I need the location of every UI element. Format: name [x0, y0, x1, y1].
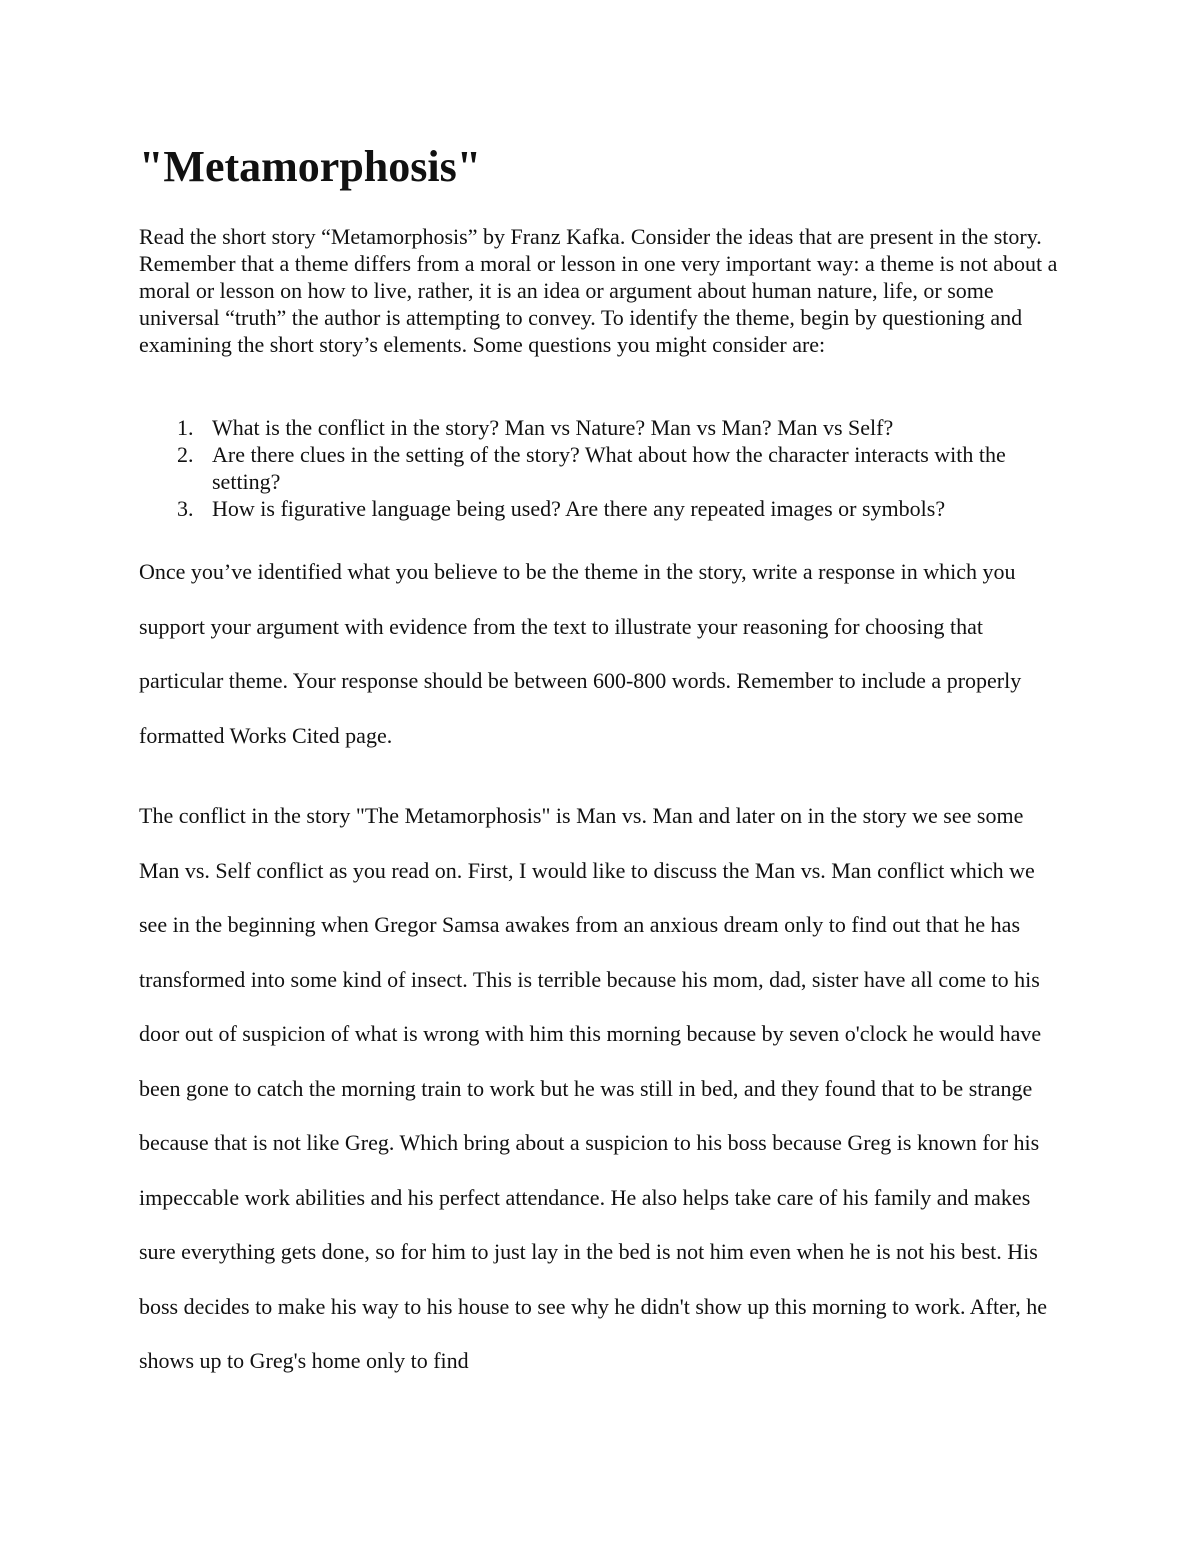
list-item-number: 3.: [177, 496, 194, 521]
question-list: [139, 414, 1059, 522]
list-item: [139, 414, 1059, 441]
list-item: [139, 495, 1059, 522]
list-item: [139, 441, 1059, 495]
list-item-number: 2.: [177, 442, 194, 467]
list-item-number: 1.: [177, 415, 194, 440]
list-item-text: Are there clues in the setting of the story? What about how the character interacts with the setting?: [212, 442, 1006, 494]
list-item-text: How is figurative language being used? Are there any repeated images or symbols?: [212, 496, 946, 521]
response-paragraph: The conflict in the story "The Metamorphosis" is Man vs. Man and later on in the story we see some Man vs. Self conflict as you read on. First, I would like to discuss the Man vs. Man conflict which we see in the beginning when Gregor Samsa awakes from an anxious dream only to find out that he has transformed into some kind of insect. This is terrible because his mom, dad, sister have all come to his door out of suspicion of what is wrong with him this morning because by seven o'clock he would have been gone to catch the morning train to work but he was still in bed, and they found that to be strange because that is not like Greg. Which bring about a suspicion to his boss because Greg is known for his impeccable work abilities and his perfect attendance. He also helps take care of his family and makes sure everything gets done, so for him to just lay in the bed is not him even when he is not his best. His boss decides to make his way to his house to see why he didn't show up this morning to work. After, he shows up to Greg's home only to find: [139, 803, 1048, 1373]
list-item-text: What is the conflict in the story? Man vs Nature? Man vs Man? Man vs Self?: [212, 415, 894, 440]
instructions-paragraph: Read the short story “Metamorphosis” by Franz Kafka. Consider the ideas that are present in the story. Remember that a theme differs from a moral or lesson in one very important way: a theme is not about a moral or lesson on how to live, rather, it is an idea or argument about human nature, life, or some universal “truth” the author is attempting to convey. To identify the theme, begin by questioning and examining the short story’s elements. Some questions you might consider are:: [139, 224, 1058, 357]
prompt-paragraph: Once you’ve identified what you believe to be the theme in the story, write a response in which you support your argument with evidence from the text to illustrate your reasoning for choosing that particular theme. Your response should be between 600-800 words. Remember to include a properly formatted Works Cited page.: [139, 559, 1022, 748]
document-title: "Metamorphosis": [139, 142, 482, 191]
